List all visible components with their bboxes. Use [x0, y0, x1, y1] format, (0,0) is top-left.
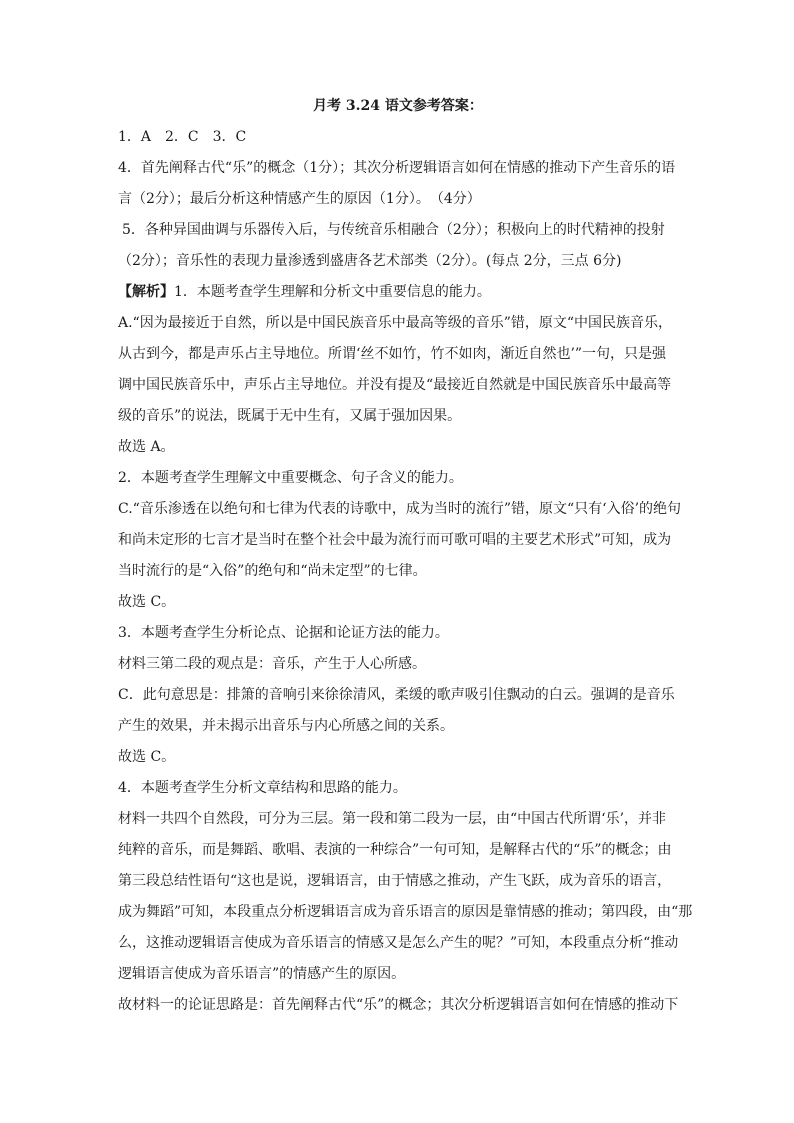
analysis-q4-intro: 4．本题考查学生分析文章结构和思路的能力。 [118, 780, 407, 796]
analysis-q2-line-1: C.“音乐渗透在以绝句和七律为代表的诗歌中，成为当时的流行”错，原文“只有‘入俗’的绝句 [118, 501, 682, 517]
page-title: 月考 3.24 语文参考答案： [313, 98, 483, 114]
analysis-q1-line-1: A.“因为最接近于自然，所以是中国民族音乐中最高等级的音乐”错，原文“中国民族音乐， [118, 315, 673, 331]
analysis-q4-line-6: 逻辑语言使成为音乐语言”的情感产生的原因。 [118, 966, 406, 982]
answer-line-5a: 5．各种异国曲调与乐器传入后，与传统音乐相融合（2分）；积极向上的时代精神的投射 [122, 222, 665, 238]
answer-document [118, 96, 693, 1021]
analysis-q2-line-2: 和尚未定形的七言才是当时在整个社会中最为流行而可歌可唱的主要艺术形式”可知，成为 [118, 532, 672, 548]
analysis-q2-line-3: 当时流行的是“入俗”的绝句和“尚未定型”的七律。 [118, 563, 427, 579]
answer-line-4b: 言（2分）；最后分析这种情感产生的原因（1分）。 （4分） [118, 191, 481, 207]
analysis-q1-choice: 故选 A。 [118, 439, 175, 455]
analysis-q4-line-3: 第三段总结性语句“这也是说，逻辑语言，由于情感之推动，产生飞跃，成为音乐的语言， [118, 873, 672, 889]
analysis-q1-line-4: 级的音乐”的说法，既属于无中生有，又属于强加因果。 [118, 408, 462, 424]
analysis-q3-line-2: C．此句意思是：排箫的音响引来徐徐清风，柔缓的歌声吸引住飘动的白云。强调的是音乐 [118, 687, 675, 703]
answer-line-1: 1．A 2．C 3．C [118, 129, 247, 145]
analysis-q4-line-1: 材料一共四个自然段，可分为三层。第一段和第二段为一层，由“中国古代所谓‘乐’，并非 [118, 811, 667, 827]
analysis-q3-line-1: 材料三第二段的观点是：音乐，产生于人心所感。 [118, 656, 426, 672]
analysis-q2-choice: 故选 C。 [118, 594, 176, 610]
analysis-q4-line-7: 故材料一的论证思路是：首先阐释古代“乐”的概念；其次分析逻辑语言如何在情感的推动下 [118, 997, 679, 1013]
analysis-tag: 【解析】 [118, 284, 174, 300]
analysis-heading [118, 277, 678, 308]
analysis-q3-choice: 故选 C。 [118, 749, 176, 765]
analysis-q3-line-3: 产生的效果，并未揭示出音乐与内心所感之间的关系。 [118, 718, 454, 734]
analysis-q2-intro: 2．本题考查学生理解文中重要概念、句子含义的能力。 [118, 470, 463, 486]
analysis-q1-line-2: 从古到今，都是声乐占主导地位。所谓‘丝不如竹，竹不如肉，渐近自然也’”一句，只是强 [118, 346, 667, 362]
analysis-q4-line-4: 成为舞蹈”可知，本段重点分析逻辑语言成为音乐语言的原因是靠情感的推动；第四段，由“那 [118, 904, 693, 920]
analysis-q3-intro: 3．本题考查学生分析论点、论据和论证方法的能力。 [118, 625, 449, 641]
answer-line-4a: 4．首先阐释古代“乐”的概念（1分）；其次分析逻辑语言如何在情感的推动下产生音乐的语 [118, 160, 676, 176]
answer-line-5b: （2分）；音乐性的表现力量渗透到盛唐各艺术部类（2分）。(每点 2分，三点 6分) [118, 253, 622, 269]
analysis-q4-line-5: 么，这推动逻辑语言使成为音乐语言的情感又是怎么产生的呢？”可知，本段重点分析“推动 [118, 935, 679, 951]
analysis-q4-line-2: 纯粹的音乐，而是舞蹈、歌唱、表演的一种综合”一句可知，是解释古代的“乐”的概念；由 [118, 842, 672, 858]
analysis-q1-intro: 1．本题考查学生理解和分析文中重要信息的能力。 [174, 284, 491, 300]
analysis-q1-line-3: 调中国民族音乐中，声乐占主导地位。并没有提及“最接近自然就是中国民族音乐中最高等 [118, 377, 672, 393]
